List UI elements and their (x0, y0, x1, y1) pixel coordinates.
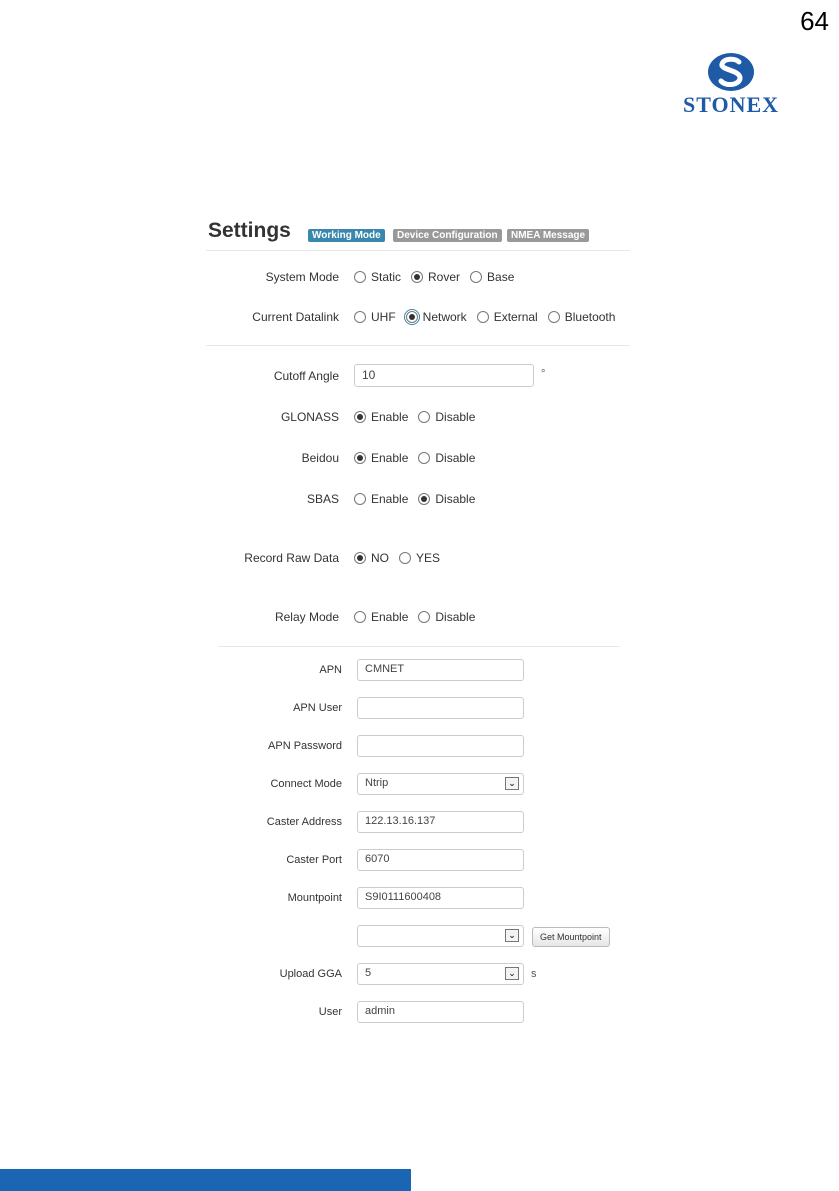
divider (206, 250, 630, 251)
caster-address-label: Caster Address (266, 816, 342, 828)
stonex-logo (672, 52, 790, 122)
radio-icon[interactable] (354, 611, 366, 623)
caster-port-input[interactable]: 6070 (357, 849, 524, 871)
get-mountpoint-button[interactable]: Get Mountpoint (532, 927, 610, 947)
divider (206, 345, 630, 346)
apn-password-input[interactable] (357, 735, 524, 757)
tab-nmea-message[interactable]: NMEA Message (507, 229, 589, 242)
system-mode-static[interactable]: Static (354, 270, 401, 284)
apn-input[interactable]: CMNET (357, 659, 524, 681)
datalink-bluetooth[interactable]: Bluetooth (548, 310, 616, 324)
connect-mode-value: Ntrip (365, 777, 389, 789)
caster-address-input[interactable]: 122.13.16.137 (357, 811, 524, 833)
radio-icon[interactable] (548, 311, 560, 323)
glonass-row (0, 408, 839, 428)
sbas-disable[interactable]: Disable (418, 492, 475, 506)
radio-icon[interactable] (354, 311, 366, 323)
connect-mode-label: Connect Mode (270, 778, 342, 790)
beidou-label: Beidou (301, 451, 339, 465)
caster-port-label: Caster Port (286, 854, 342, 866)
radio-checked-icon[interactable] (354, 411, 366, 423)
radio-checked-icon[interactable] (354, 552, 366, 564)
raw-data-yes[interactable]: YES (399, 551, 440, 565)
seconds-unit: s (531, 968, 537, 980)
system-mode-label: System Mode (265, 270, 339, 284)
tab-device-configuration[interactable]: Device Configuration (393, 229, 502, 242)
chevron-down-icon[interactable]: ⌄ (505, 929, 519, 942)
cutoff-angle-input[interactable]: 10 (354, 364, 534, 387)
raw-data-row (0, 549, 839, 569)
upload-gga-value: 5 (365, 967, 372, 979)
connect-mode-select[interactable] (357, 773, 524, 795)
datalink-label: Current Datalink (252, 310, 339, 324)
mountpoint-select[interactable] (357, 925, 524, 947)
brand-name: STONEX (682, 92, 780, 117)
upload-gga-select[interactable] (357, 963, 524, 985)
upload-gga-label: Upload GGA (279, 968, 342, 980)
glonass-enable[interactable]: Enable (354, 410, 408, 424)
apn-user-input[interactable] (357, 697, 524, 719)
radio-icon[interactable] (399, 552, 411, 564)
cutoff-label: Cutoff Angle (273, 369, 339, 383)
user-label: User (318, 1006, 342, 1018)
apn-user-label: APN User (293, 702, 342, 714)
system-mode-base[interactable]: Base (470, 270, 514, 284)
relay-mode-label: Relay Mode (274, 610, 339, 624)
divider (218, 646, 620, 647)
tab-working-mode[interactable]: Working Mode (308, 229, 385, 242)
radio-checked-icon[interactable] (406, 311, 418, 323)
apn-password-label: APN Password (268, 740, 342, 752)
page-title: Settings (208, 219, 291, 242)
sbas-enable[interactable]: Enable (354, 492, 408, 506)
user-input[interactable]: admin (357, 1001, 524, 1023)
radio-icon[interactable] (354, 493, 366, 505)
system-mode-row (0, 268, 839, 288)
sbas-row (0, 490, 839, 510)
beidou-disable[interactable]: Disable (418, 451, 475, 465)
degree-unit: ° (541, 368, 546, 380)
radio-icon[interactable] (470, 271, 482, 283)
relay-enable[interactable]: Enable (354, 610, 408, 624)
datalink-row (0, 308, 839, 328)
raw-data-label: Record Raw Data (244, 551, 339, 565)
chevron-down-icon[interactable]: ⌄ (505, 967, 519, 980)
chevron-down-icon[interactable]: ⌄ (505, 777, 519, 790)
radio-checked-icon[interactable] (418, 493, 430, 505)
glonass-disable[interactable]: Disable (418, 410, 475, 424)
radio-icon[interactable] (418, 411, 430, 423)
apn-label: APN (319, 664, 342, 676)
beidou-row (0, 449, 839, 469)
raw-data-no[interactable]: NO (354, 551, 389, 565)
datalink-external[interactable]: External (477, 310, 538, 324)
datalink-uhf[interactable]: UHF (354, 310, 396, 324)
radio-icon[interactable] (418, 452, 430, 464)
radio-icon[interactable] (477, 311, 489, 323)
relay-mode-row (0, 608, 839, 628)
glonass-label: GLONASS (280, 410, 339, 424)
relay-disable[interactable]: Disable (418, 610, 475, 624)
footer-bar (0, 1169, 411, 1191)
radio-icon[interactable] (354, 271, 366, 283)
stonex-logo-icon (706, 52, 756, 92)
radio-icon[interactable] (418, 611, 430, 623)
mountpoint-input[interactable]: S9I0111600408 (357, 887, 524, 909)
sbas-label: SBAS (306, 492, 339, 506)
datalink-network[interactable]: Network (406, 310, 467, 324)
mountpoint-label: Mountpoint (287, 892, 342, 904)
page-number: 64 (800, 6, 829, 36)
radio-checked-icon[interactable] (411, 271, 423, 283)
radio-checked-icon[interactable] (354, 452, 366, 464)
beidou-enable[interactable]: Enable (354, 451, 408, 465)
system-mode-rover[interactable]: Rover (411, 270, 460, 284)
